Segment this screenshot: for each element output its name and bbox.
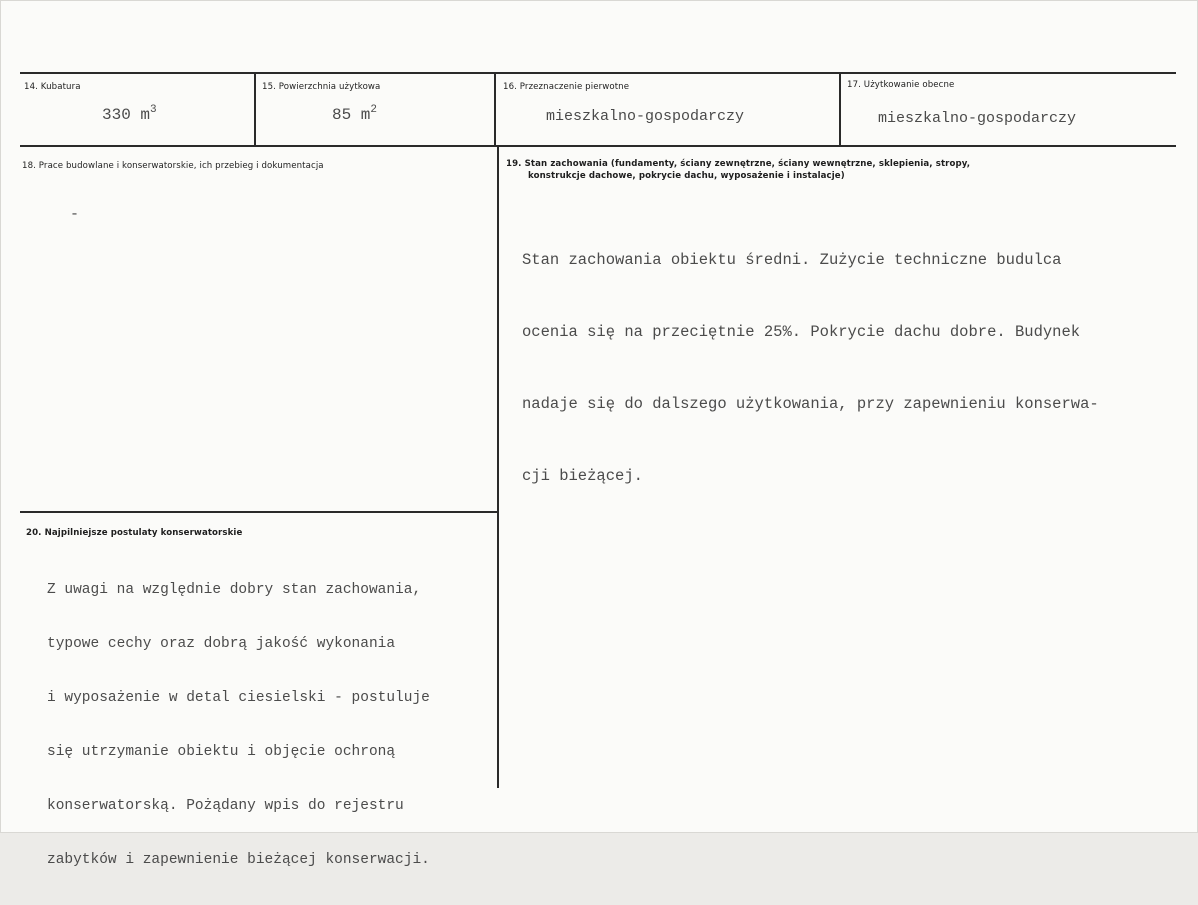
divider-18-19 bbox=[497, 146, 499, 788]
divider-16-17 bbox=[839, 72, 841, 146]
kubatura-unit-exponent: 3 bbox=[150, 104, 157, 116]
field-19-line: ocenia się na przeciętnie 25%. Pokrycie dachu dobre. Budynek bbox=[522, 323, 1081, 341]
field-14-label: 14. Kubatura bbox=[24, 82, 81, 92]
area-value: 85 m bbox=[332, 106, 371, 124]
field-19-line: Stan zachowania obiektu średni. Zużycie techniczne budulca bbox=[522, 251, 1062, 269]
field-20-line: się utrzymanie obiektu i objęcie ochroną bbox=[47, 744, 396, 760]
field-20-line: i wyposażenie w detal ciesielski - postuluje bbox=[47, 690, 430, 706]
header-bottom-rule bbox=[20, 145, 1176, 147]
field-16-value: mieszkalno-gospodarczy bbox=[546, 108, 745, 125]
field-19-label-continued: konstrukcje dachowe, pokrycie dachu, wyposażenie i instalacje) bbox=[528, 171, 845, 181]
divider-18-20 bbox=[20, 511, 497, 513]
top-rule bbox=[20, 72, 1176, 74]
field-20-text bbox=[47, 545, 430, 905]
field-19-line: nadaje się do dalszego użytkowania, przy zapewnieniu konserwa- bbox=[522, 395, 1099, 413]
field-20-line: typowe cechy oraz dobrą jakość wykonania bbox=[47, 636, 396, 652]
field-19-text bbox=[522, 200, 1099, 536]
field-20-line: Z uwagi na względnie dobry stan zachowania, bbox=[47, 582, 422, 598]
field-15-label: 15. Powierzchnia użytkowa bbox=[262, 82, 381, 92]
divider-14-15 bbox=[254, 72, 256, 146]
field-15-value bbox=[332, 104, 377, 124]
field-16-label: 16. Przeznaczenie pierwotne bbox=[503, 82, 630, 92]
field-17-label: 17. Użytkowanie obecne bbox=[847, 80, 955, 90]
field-20-line: konserwatorską. Pożądany wpis do rejestru bbox=[47, 798, 404, 814]
field-19-line: cji bieżącej. bbox=[522, 467, 643, 485]
field-18-label: 18. Prace budowlane i konserwatorskie, ich przebieg i dokumentacja bbox=[22, 161, 324, 171]
field-20-line: zabytków i zapewnienie bieżącej konserwacji. bbox=[47, 852, 430, 868]
kubatura-value: 330 m bbox=[102, 106, 151, 124]
area-unit-exponent: 2 bbox=[370, 104, 378, 116]
field-19-label: 19. Stan zachowania (fundamenty, ściany zewnętrzne, ściany wewnętrzne, sklepienia, stropy, bbox=[506, 159, 971, 169]
field-14-value bbox=[102, 104, 157, 124]
divider-15-16 bbox=[494, 72, 496, 146]
field-18-value: - bbox=[70, 206, 80, 223]
field-17-value: mieszkalno-gospodarczy bbox=[878, 110, 1077, 127]
field-20-label: 20. Najpilniejsze postulaty konserwatorskie bbox=[26, 528, 243, 538]
